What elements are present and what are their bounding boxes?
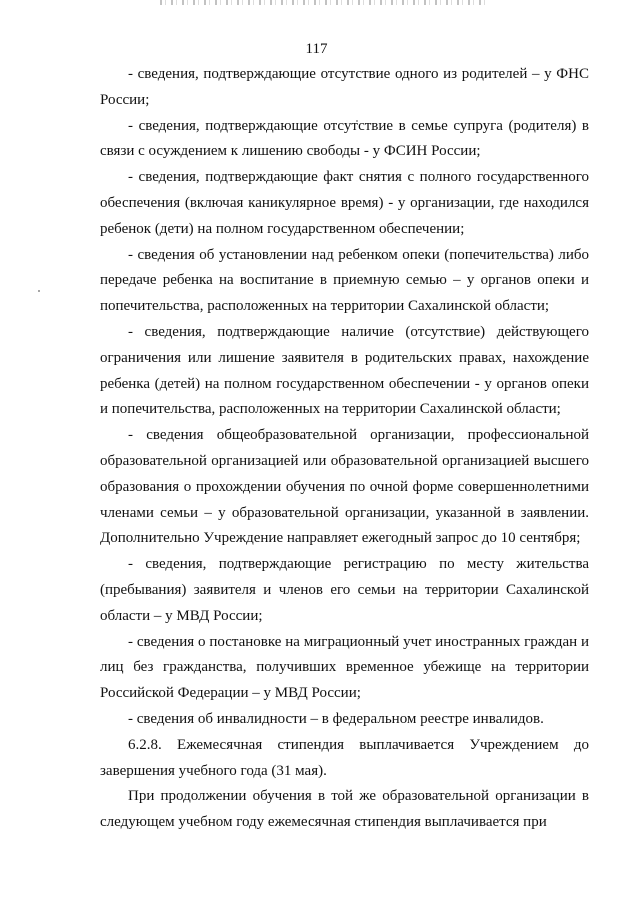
scan-artifact <box>160 0 490 5</box>
paragraph-migration: - сведения о постановке на миграционный учет иностранных граждан и лиц без гражданства, получивших временное убежище на территории Российской Федерации – у МВД России; <box>100 633 589 702</box>
paragraph-fsin: - сведения, подтверждающие отсутствие в семье супруга (родителя) в связи с осуждением к лишению свободы - у ФСИН России; <box>100 117 589 160</box>
body-text <box>100 62 589 836</box>
paragraph-education: - сведения общеобразовательной организации, профессиональной образовательной организацией или образовательной организацией высшего образования о прохождении обучения по очной форме совершеннолетними членами семьи – у образовательной организации, указанной в заявлении. Дополнительно Учреждение направляет ежегодный запрос до 10 сентября; <box>100 427 589 547</box>
scan-speck <box>38 290 40 292</box>
paragraph-state-support: - сведения, подтверждающие факт снятия с полного государственного обеспечения (включая каникулярное время) - у организации, где находился ребенок (дети) на полном государственном обеспечении; <box>100 169 589 237</box>
paragraph-parental-rights: - сведения, подтверждающие наличие (отсутствие) действующего ограничения или лишение заявителя в родительских правах, нахождение ребенка (детей) на полном государственном обеспечении - у органов опеки и попечительства, расположенных на территории Сахалинской области; <box>100 323 589 418</box>
page-number: 117 <box>305 41 328 57</box>
paragraph-guardianship: - сведения об установлении над ребенком опеки (попечительства) либо передаче ребенка на воспитание в приемную семью – у органов опеки и попечительства, расположенных на территории Сахалинской области; <box>100 246 589 315</box>
paragraph-continuation: При продолжении обучения в той же образовательной организации в следующем учебном году ежемесячная стипендия выплачивается при <box>100 788 589 831</box>
paragraph-registration: - сведения, подтверждающие регистрацию по месту жительства (пребывания) заявителя и членов его семьи на территории Сахалинской области – у МВД России; <box>100 556 589 624</box>
paragraph-fns: - сведения, подтверждающие отсутствие одного из родителей – у ФНС России; <box>100 66 589 108</box>
paragraph-6-2-8: 6.2.8. Ежемесячная стипендия выплачивается Учреждением до завершения учебного года (31 мая). <box>100 736 589 779</box>
paragraph-disability: - сведения об инвалидности – в федеральном реестре инвалидов. <box>128 710 544 727</box>
